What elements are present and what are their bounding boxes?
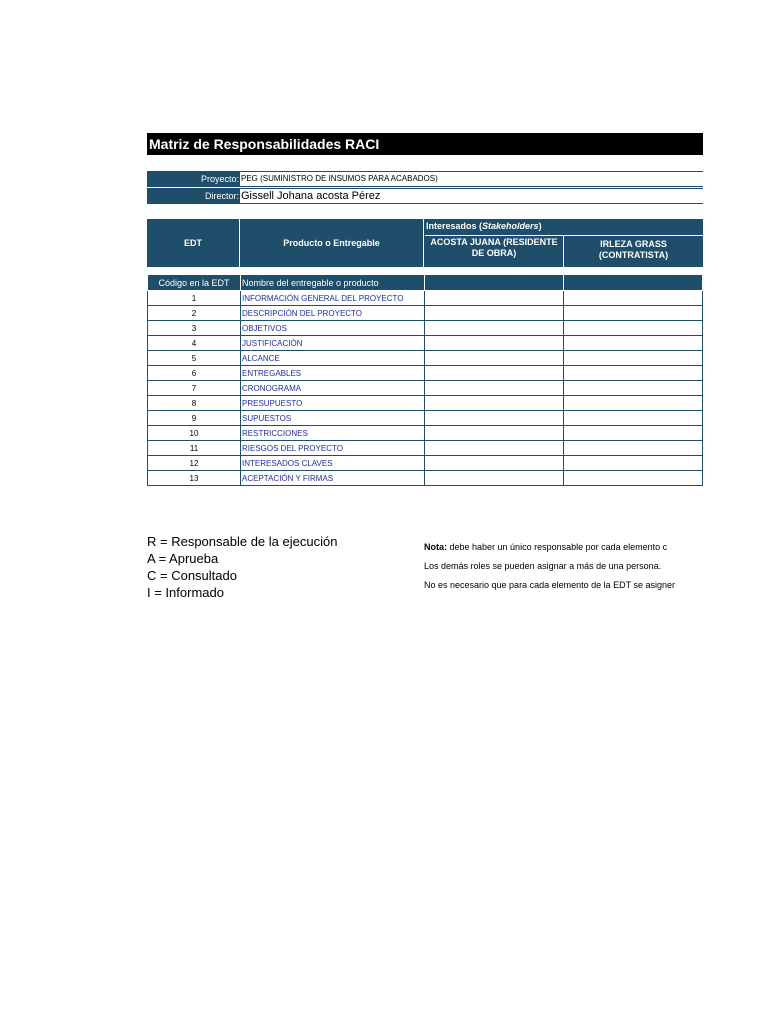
row-code: 8 bbox=[148, 396, 241, 411]
row-stakeholder-2-cell[interactable] bbox=[564, 456, 703, 471]
note-line-2: Los demás roles se pueden asignar a más de una persona. bbox=[424, 561, 662, 571]
row-stakeholder-1-cell[interactable] bbox=[425, 321, 564, 336]
note-block bbox=[424, 538, 703, 595]
header-edt: EDT bbox=[147, 219, 240, 267]
row-stakeholder-2-cell[interactable] bbox=[564, 306, 703, 321]
row-code: 1 bbox=[148, 291, 241, 306]
row-deliverable-name: INTERESADOS CLAVES bbox=[241, 456, 425, 471]
header-interested bbox=[425, 219, 703, 234]
row-stakeholder-1-cell[interactable] bbox=[425, 471, 564, 486]
row-stakeholder-1-cell[interactable] bbox=[425, 441, 564, 456]
row-stakeholder-1-cell[interactable] bbox=[425, 351, 564, 366]
table-row bbox=[148, 336, 703, 351]
header-interested-em: Stakeholders bbox=[482, 221, 539, 231]
row-stakeholder-2-cell[interactable] bbox=[564, 411, 703, 426]
note-text-1: debe haber un único responsable por cada elemento c bbox=[447, 542, 668, 552]
stakeholder-1-line1: ACOSTA JUANA (RESIDENTE bbox=[430, 237, 558, 247]
row-code: 5 bbox=[148, 351, 241, 366]
row-stakeholder-2-cell[interactable] bbox=[564, 396, 703, 411]
row-deliverable-name: ALCANCE bbox=[241, 351, 425, 366]
row-stakeholder-1-cell[interactable] bbox=[425, 336, 564, 351]
subheader-name: Nombre del entregable o producto bbox=[241, 275, 425, 291]
row-code: 10 bbox=[148, 426, 241, 441]
note-label: Nota: bbox=[424, 542, 447, 552]
row-deliverable-name: RIESGOS DEL PROYECTO bbox=[241, 441, 425, 456]
table-row bbox=[148, 396, 703, 411]
table-subheader bbox=[148, 275, 703, 291]
legend-item: A = Aprueba bbox=[147, 551, 219, 566]
row-code: 9 bbox=[148, 411, 241, 426]
director-label: Director: bbox=[147, 188, 240, 204]
row-stakeholder-1-cell[interactable] bbox=[425, 291, 564, 306]
row-deliverable-name: JUSTIFICACIÓN bbox=[241, 336, 425, 351]
row-code: 3 bbox=[148, 321, 241, 336]
table-row bbox=[148, 456, 703, 471]
table-row bbox=[148, 426, 703, 441]
header-stakeholder-2 bbox=[564, 235, 703, 267]
row-deliverable-name: PRESUPUESTO bbox=[241, 396, 425, 411]
sheet-title: Matriz de Responsabilidades RACI bbox=[147, 133, 703, 155]
director-value[interactable]: Gissell Johana acosta Pérez bbox=[240, 188, 703, 204]
row-deliverable-name: INFORMACIÓN GENERAL DEL PROYECTO bbox=[241, 291, 425, 306]
row-stakeholder-2-cell[interactable] bbox=[564, 366, 703, 381]
row-stakeholder-2-cell[interactable] bbox=[564, 381, 703, 396]
table-row bbox=[148, 321, 703, 336]
row-stakeholder-2-cell[interactable] bbox=[564, 336, 703, 351]
row-deliverable-name: RESTRICCIONES bbox=[241, 426, 425, 441]
row-deliverable-name: CRONOGRAMA bbox=[241, 381, 425, 396]
table-header bbox=[147, 219, 703, 267]
row-deliverable-name: ENTREGABLES bbox=[241, 366, 425, 381]
row-stakeholder-2-cell[interactable] bbox=[564, 351, 703, 366]
header-interested-prefix: Interesados ( bbox=[426, 221, 483, 231]
table-row bbox=[148, 291, 703, 306]
legend-item: I = Informado bbox=[147, 585, 224, 600]
row-code: 12 bbox=[148, 456, 241, 471]
table-row bbox=[148, 471, 703, 486]
row-stakeholder-2-cell[interactable] bbox=[564, 291, 703, 306]
row-stakeholder-2-cell[interactable] bbox=[564, 441, 703, 456]
row-code: 13 bbox=[148, 471, 241, 486]
row-code: 6 bbox=[148, 366, 241, 381]
row-stakeholder-2-cell[interactable] bbox=[564, 471, 703, 486]
raci-legend bbox=[147, 533, 337, 601]
row-deliverable-name: OBJETIVOS bbox=[241, 321, 425, 336]
legend-item: R = Responsable de la ejecución bbox=[147, 534, 338, 549]
stakeholder-2-line1: IRLEZA GRASS bbox=[600, 239, 667, 249]
legend-item: C = Consultado bbox=[147, 568, 237, 583]
project-value[interactable]: PEG (SUMINISTRO DE INSUMOS PARA ACABADOS) bbox=[240, 171, 703, 187]
row-stakeholder-1-cell[interactable] bbox=[425, 366, 564, 381]
table-row bbox=[148, 366, 703, 381]
subheader-stakeholder-1 bbox=[425, 275, 564, 291]
note-line-1 bbox=[424, 538, 703, 557]
row-stakeholder-1-cell[interactable] bbox=[425, 426, 564, 441]
row-code: 4 bbox=[148, 336, 241, 351]
project-label: Proyecto: bbox=[147, 171, 240, 187]
row-stakeholder-1-cell[interactable] bbox=[425, 306, 564, 321]
raci-table bbox=[147, 274, 703, 486]
table-row bbox=[148, 306, 703, 321]
row-code: 11 bbox=[148, 441, 241, 456]
row-stakeholder-1-cell[interactable] bbox=[425, 381, 564, 396]
row-stakeholder-1-cell[interactable] bbox=[425, 411, 564, 426]
table-row bbox=[148, 381, 703, 396]
row-deliverable-name: SUPUESTOS bbox=[241, 411, 425, 426]
table-row bbox=[148, 441, 703, 456]
header-stakeholder-1 bbox=[425, 235, 564, 267]
table-row bbox=[148, 411, 703, 426]
stakeholder-1-line2: DE OBRA) bbox=[471, 248, 517, 258]
subheader-code: Código en la EDT bbox=[148, 275, 241, 291]
director-row bbox=[147, 188, 703, 204]
project-row bbox=[147, 171, 703, 187]
table-row bbox=[148, 351, 703, 366]
row-stakeholder-1-cell[interactable] bbox=[425, 456, 564, 471]
header-product: Producto o Entregable bbox=[240, 219, 424, 267]
row-stakeholder-1-cell[interactable] bbox=[425, 396, 564, 411]
header-interested-suffix: ) bbox=[538, 221, 542, 231]
row-code: 2 bbox=[148, 306, 241, 321]
row-stakeholder-2-cell[interactable] bbox=[564, 426, 703, 441]
subheader-stakeholder-2 bbox=[564, 275, 703, 291]
stakeholder-2-line2: (CONTRATISTA) bbox=[598, 250, 669, 260]
note-line-3: No es necesario que para cada elemento de la EDT se asigner bbox=[424, 580, 675, 590]
row-stakeholder-2-cell[interactable] bbox=[564, 321, 703, 336]
row-deliverable-name: DESCRIPCIÓN DEL PROYECTO bbox=[241, 306, 425, 321]
row-code: 7 bbox=[148, 381, 241, 396]
row-deliverable-name: ACEPTACIÓN Y FIRMAS bbox=[241, 471, 425, 486]
